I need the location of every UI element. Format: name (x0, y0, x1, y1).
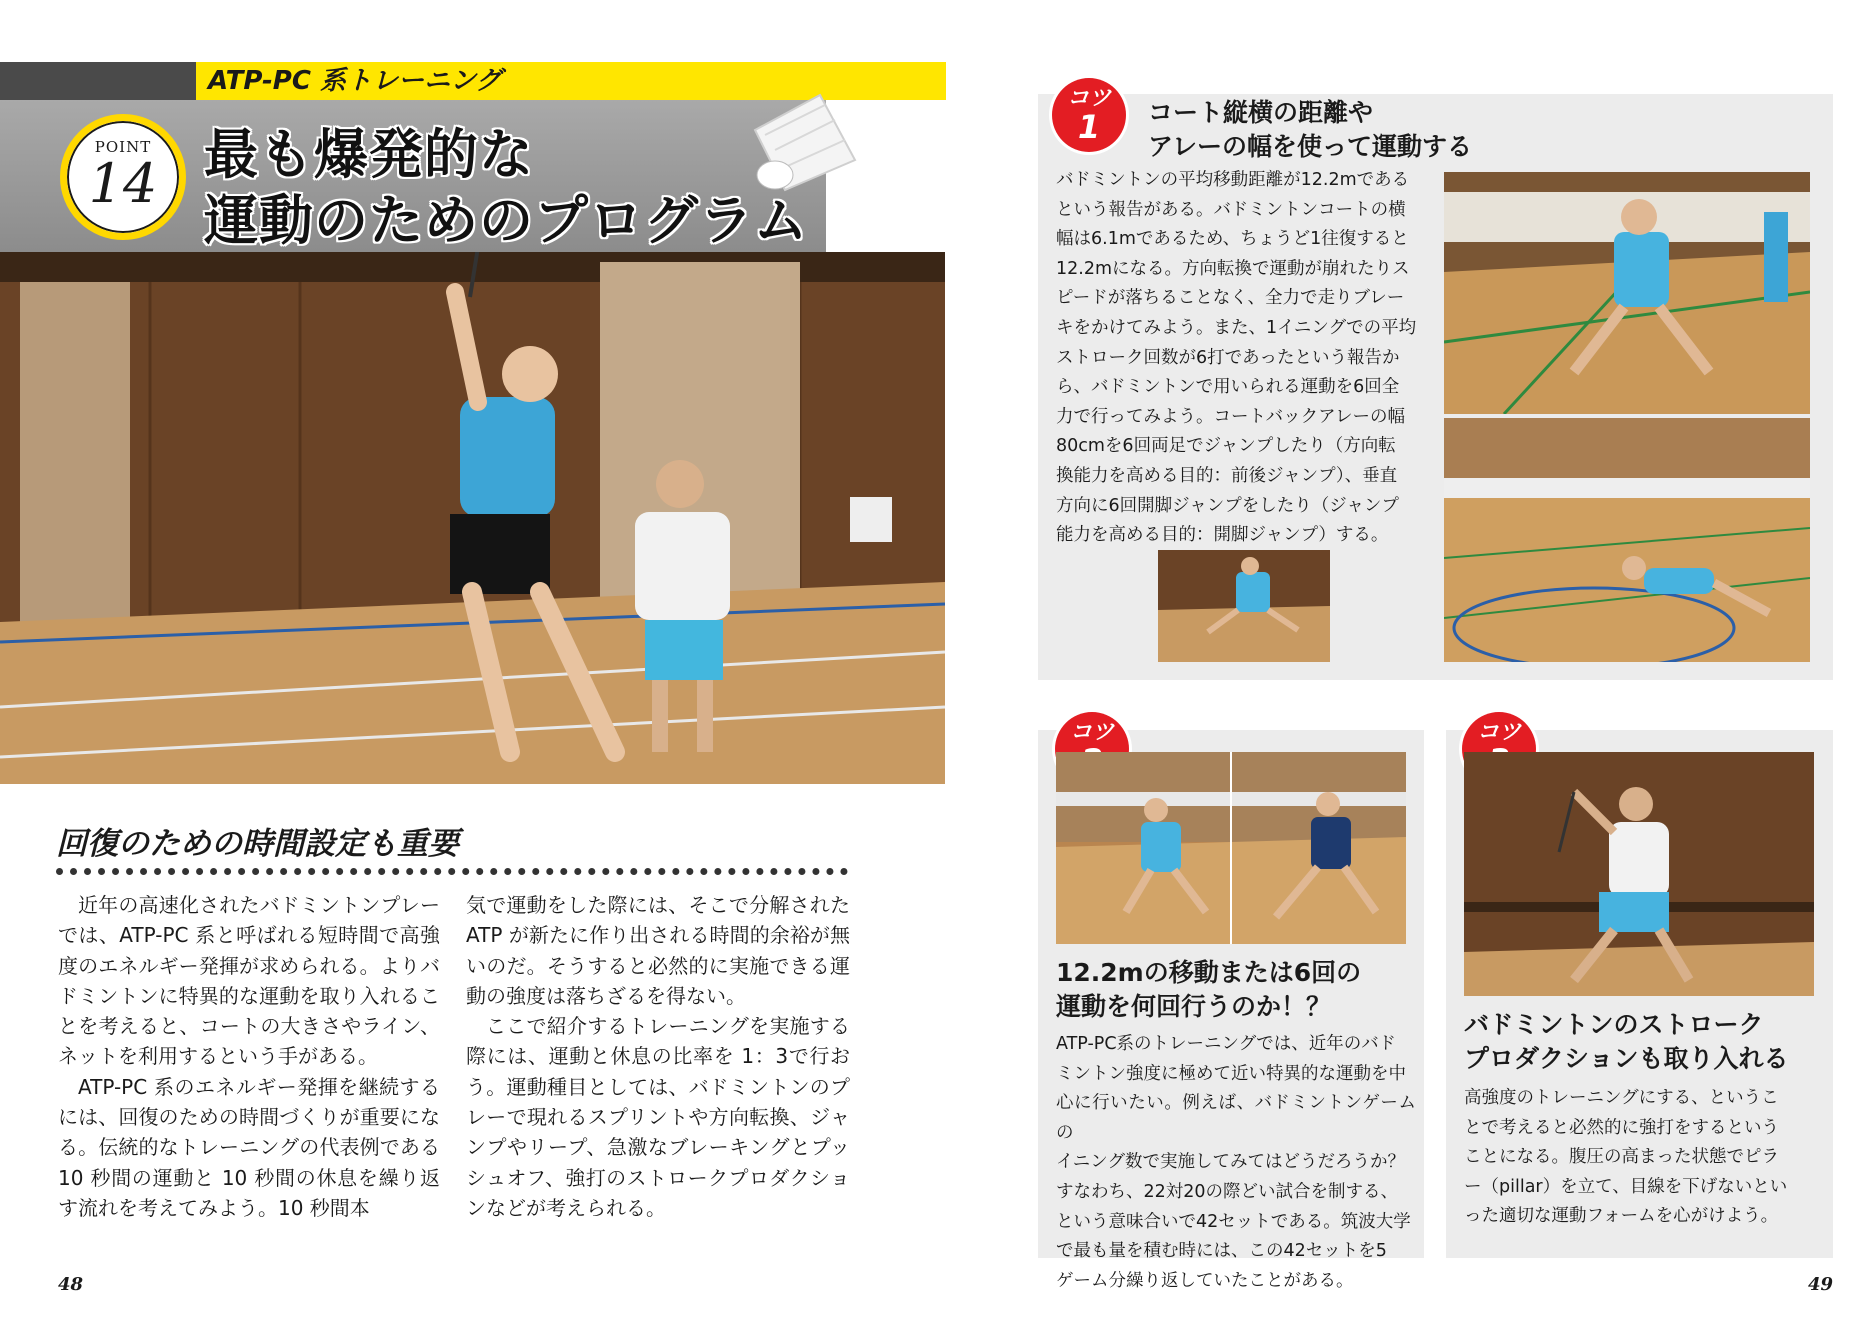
photo-stroke-production (1464, 752, 1814, 996)
tip-2-title-line2: 運動を何回行うのか！？ (1056, 992, 1332, 1021)
tip-3-title (1464, 1008, 1789, 1076)
text-line: 12.2mになる。方向転換で運動が崩れたりス (1056, 258, 1410, 279)
text-line: 力で行ってみよう。コートバックアレーの幅 (1056, 406, 1405, 427)
text-line: 能力を高める目的：開脚ジャンプ）する。 (1056, 525, 1389, 546)
dotted-divider (56, 868, 848, 875)
text-line: 心に行いたい。例えば、バドミントンゲームの (1056, 1093, 1416, 1143)
body-paragraph: 気で運動をした際には、そこで分解された ATP が新たに作り出される時間的余裕が無いのだ。そうすると必然的に実施できる運動の強度は落ちざるを得ない。 (466, 893, 850, 1008)
text-line: ら、バドミントンで用いられる運動を6回全 (1056, 377, 1400, 398)
body-paragraph: ここで紹介するトレーニングを実施する際には、運動と休息の比率を 1：3で行おう。運動種目としては、バドミントンのプレーで現れるスプリントや方向転換、ジャンプやリープ、急激なブレーキングとプッシュオフ、強打のストロークプロダクションなどが考えられる。 (466, 1014, 850, 1220)
text-line: 高強度のトレーニングにする、というこ (1464, 1088, 1779, 1108)
tip-2-title (1056, 956, 1361, 1024)
page-number-right: 49 (1808, 1274, 1834, 1295)
body-column-1 (58, 890, 440, 1223)
photo-plank-jump (1444, 418, 1810, 662)
photo-lunge-movement (1056, 752, 1406, 944)
text-line: という報告がある。バドミントンコートの横 (1056, 199, 1406, 220)
text-line: ATP-PC系のトレーニングでは、近年のバド (1056, 1034, 1396, 1054)
text-line: った適切な運動フォームを心がけよう。 (1464, 1206, 1779, 1227)
text-line: とで考えると必然的に強打をするという (1464, 1117, 1779, 1138)
page-number-left: 48 (58, 1274, 84, 1295)
tip-1-title-line2: アレーの幅を使って運動する (1148, 132, 1473, 161)
main-photo-badminton-players (0, 252, 945, 784)
tip-1-text (1056, 166, 1440, 551)
body-paragraph: 近年の高速化されたバドミントンプレーでは、ATP-PC 系と呼ばれる短時間で高強度のエネルギー発揮が求められる。よりバドミントンに特異的な運動を取り入れることを考えると、コートの大きさやライン、ネットを利用するという手がある。 (58, 893, 440, 1069)
text-line: という意味合いで42セットである。筑波大学 (1056, 1211, 1411, 1232)
tip-badge-label: コツ (1069, 720, 1114, 745)
tip-3-title-line1: バドミントンのストローク (1464, 1010, 1764, 1039)
text-line: ー（pillar）を立て、目線を下げないとい (1464, 1176, 1788, 1197)
text-line: 幅は6.1mであるため、ちょうど1往復すると (1056, 229, 1409, 250)
text-line: で最も量を積む時には、この42セットを5 (1056, 1241, 1387, 1262)
text-line: ストローク回数が6打であったという報告か (1056, 347, 1400, 368)
text-line: ミントン強度に極めて近い特異的な運動を中 (1056, 1063, 1406, 1084)
text-line: イニング数で実施してみてはどうだろうか？ (1056, 1152, 1405, 1173)
text-line: バドミントンの平均移動距離が12.2mである (1056, 170, 1410, 190)
tip-badge-label: コツ (1066, 86, 1111, 111)
text-line: ことになる。腹圧の高まった状態でピラ (1464, 1147, 1779, 1168)
tip-3-title-line2: プロダクションも取り入れる (1464, 1044, 1789, 1073)
tip-3-text (1464, 1084, 1820, 1232)
text-line: ゲーム分繰り返していたことがある。 (1056, 1270, 1354, 1291)
text-line: すなわち、22対20の際どい試合を制する、 (1056, 1181, 1399, 1202)
point-label: POINT (94, 138, 152, 156)
text-line: 換能力を高める目的：前後ジャンプ）、垂直 (1056, 465, 1398, 486)
section-heading: 回復のための時間設定も重要 (56, 826, 459, 862)
category-label: ATP-PC 系トレーニング (196, 62, 946, 100)
tip-2-text (1056, 1030, 1416, 1296)
page-title-line2: 運動のためのプログラム (204, 189, 809, 252)
text-line: キをかけてみよう。また、1イニングでの平均 (1056, 317, 1417, 338)
tip-1-title (1148, 96, 1472, 164)
text-line: ピードが落ちることなく、全力で走りブレー (1056, 288, 1405, 309)
tip-badge-number: 1 (1077, 108, 1101, 146)
photo-jump-forward (1444, 172, 1810, 414)
tip-1-title-line1: コート縦横の距離や (1148, 98, 1374, 127)
point-number: 14 (88, 152, 158, 215)
tip-2-title-line1: 12.2mの移動または6回の (1056, 958, 1362, 987)
tip-badge-label: コツ (1476, 720, 1521, 745)
body-paragraph: ATP-PC 系のエネルギー発揮を継続するには、回復のための時間づくりが重要になる。伝統的なトレーニングの代表例である 10 秒間の運動と 10 秒間の休息を繰り返す流れを考えてみよう。10 秒間本 (58, 1074, 440, 1220)
tip-badge-1 (1052, 78, 1126, 152)
text-line: 方向に6回開脚ジャンプをしたり（ジャンプ (1056, 495, 1399, 516)
page-title-line1: 最も爆発的な (204, 123, 534, 186)
photo-split-jump (1158, 550, 1330, 662)
body-column-2 (466, 890, 850, 1223)
text-line: 80cmを6回両足でジャンプしたり（方向転 (1056, 436, 1396, 457)
